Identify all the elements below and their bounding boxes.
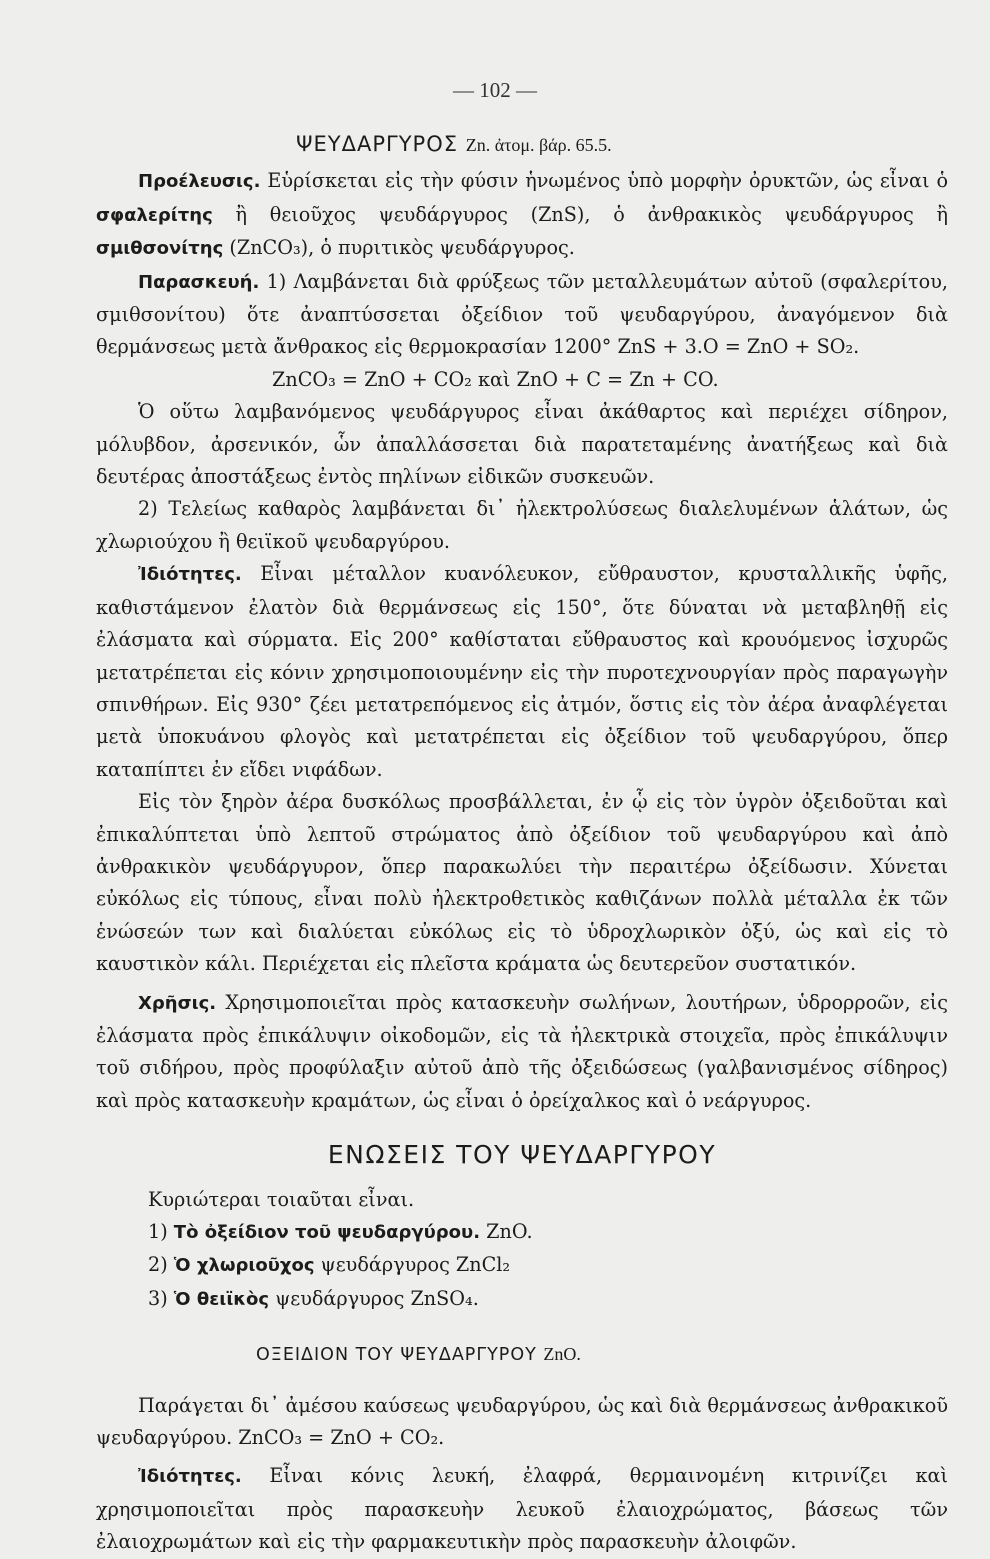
- uses-paragraph: [96, 987, 948, 1118]
- preparation-equation: ZnCO₃ = ZnO + CO₂ καὶ ZnO + C = Zn + CO.: [272, 367, 719, 391]
- uses-label: Χρῆσις.: [138, 992, 217, 1014]
- oxide-title-text: ΟΞΕΙΔΙΟΝ ΤΟΥ ΨΕΥΔΑΡΓΥΡΟΥ: [256, 1345, 537, 1366]
- sphalerite-term: σφαλερίτης: [96, 204, 213, 226]
- electrolysis-paragraph: 2) Τελείως καθαρὸς λαμβάνεται δι᾽ ἠλεκτρολύσεως διαλελυμένων ἁλάτων, ὡς χλωριούχου ἢ θειϊκοῦ ψευδαργύρου.: [96, 497, 948, 553]
- uses-text: Χρησιμοποιεῖται πρὸς κατασκευὴν σωλήνων, λουτήρων, ὑδρορροῶν, εἰς ἐλάσματα πρὸς ἐπικάλυψιν οἰκοδομῶν, εἰς τὰ ἠλεκτρικὰ στοιχεῖα, πρὸς ἐπικάλυψιν τοῦ σιδήρου, πρὸς προφύλαξιν αὐτοῦ ἀπὸ τῆς ὀξειδώσεως (γαλβανισμένος σίδηρος) καὶ πρὸς κατασκευὴν κραμάτων, ὡς εἶναι ὁ ὀρείχαλκος καὶ ὁ νεάργυρος.: [96, 990, 948, 1112]
- list-item-formula: ZnO.: [480, 1220, 533, 1243]
- element-heading: [296, 128, 948, 161]
- origin-text-2: ἢ θειοῦχος ψευδάργυρος (ZnS), ὁ ἀνθρακικὸς ψευδάργυρος ἢ: [212, 202, 948, 226]
- oxide-section-title: [256, 1338, 948, 1371]
- compounds-intro: Κυριώτεραι τοιαῦται εἶναι.: [148, 1187, 415, 1211]
- list-item-name: Ὁ θειϊκὸς: [173, 1288, 270, 1310]
- list-item: [148, 1216, 948, 1249]
- compounds-list: [96, 1216, 948, 1316]
- properties-label: Ἰδιότητες.: [138, 564, 242, 586]
- origin-label: Προέλευσις.: [138, 171, 261, 193]
- list-item-number: 3): [148, 1286, 174, 1310]
- list-item-number: 1): [148, 1220, 174, 1243]
- oxide-production-paragraph: Παράγεται δι᾽ ἀμέσου καύσεως ψευδαργύρου, ὡς καὶ διὰ θερμάνσεως ἀνθρακικοῦ ψευδαργύρου. ZnCO₃ = ZnO + CO₂.: [96, 1393, 948, 1450]
- properties-paragraph: [96, 558, 948, 786]
- oxide-properties-paragraph: [96, 1460, 948, 1558]
- preparation-paragraph: [96, 266, 948, 364]
- oxide-properties-text: Εἶναι κόνις λευκή, ἐλαφρά, θερμαινομένη κιτρινίζει καὶ χρησιμοποιεῖται πρὸς παρασκευὴν λευκοῦ ἐλαιοχρώματος, βάσεως τῶν ἐλαιοχρωμάτων καὶ εἰς τὴν φαρμακευτικὴν πρὸς παρασκευὴν ἀλοιφῶν.: [96, 1464, 948, 1554]
- list-item-name: Ὁ χλωριοῦχος: [173, 1255, 315, 1277]
- origin-text-3: (ZnCO₃), ὁ πυριτικὸς ψευδάργυρος.: [223, 236, 575, 260]
- element-atomic-weight: Zn. ἀτομ. βάρ. 65.5.: [465, 135, 612, 155]
- impurity-paragraph: Ὁ οὕτω λαμβανόμενος ψευδάργυρος εἶναι ἀκάθαρτος καὶ περιέχει σίδηρον, μόλυβδον, ἀρσενικόν, ὧν ἀπαλλάσσεται διὰ παρατεταμένης ἀνατήξεως καὶ διὰ δευτέρας ἀποστάξεως ἐντὸς πηλίνων εἰδικῶν συσκευῶν.: [96, 400, 948, 489]
- oxide-formula: ZnO.: [543, 1344, 581, 1365]
- preparation-text: 1) Λαμβάνεται διὰ φρύξεως τῶν μεταλλευμάτων αὐτοῦ (σφαλερίτου, σμιθσονίτου) ὅτε ἀναπτύσσεται ὀξείδιον τοῦ ψευδαργύρου, ἀναγόμενον διὰ θερμάνσεως μετὰ ἄνθρακος εἰς θερμοκρασίαν 1200° ZnS + 3.O = ZnO + SO₂.: [96, 269, 948, 359]
- origin-text-1: Εὑρίσκεται εἰς τὴν φύσιν ἡνωμένος ὑπὸ μορφὴν ὀρυκτῶν, ὡς εἶναι ὁ: [260, 169, 948, 193]
- air-behavior-paragraph: Εἰς τὸν ξηρὸν ἀέρα δυσκόλως προσβάλλεται, ἐν ᾧ εἰς τὸν ὑγρὸν ὀξειδοῦται καὶ ἐπικαλύπτεται ὑπὸ λεπτοῦ στρώματος ἀπὸ ὀξείδιον τοῦ ψευδαργύρου καὶ ἀπὸ ἀνθρακικὸν ψευδάργυρον, ὅπερ παρακωλύει τὴν περαιτέρω ὀξείδωσιν. Χύνεται εὐκόλως εἰς τύπους, εἶναι πολὺ ἠλεκτροθετικὸς καθιζάνων πολλὰ μέταλλα ἐκ τῶν ἑνώσεών των καὶ διαλύεται εὐκόλως εἰς τὸ ὑδροχλωρικὸν ὀξύ, ὡς καὶ εἰς τὸ καυστικὸν κάλι. Περιέχεται εἰς πλεῖστα κράματα ὡς δευτερεῦον συστατικόν.: [96, 790, 948, 976]
- oxide-properties-label: Ἰδιότητες.: [138, 1466, 242, 1488]
- page-body: [96, 128, 948, 1559]
- list-item: [148, 1249, 948, 1282]
- list-item-number: 2): [148, 1253, 174, 1277]
- page-number: — 102 —: [453, 78, 537, 102]
- list-item-name: Τὸ ὀξείδιον τοῦ ψευδαργύρου.: [173, 1222, 481, 1243]
- element-title: ΨΕΥΔΑΡΓΥΡΟΣ: [296, 132, 459, 156]
- origin-paragraph: [96, 165, 948, 265]
- preparation-label: Παρασκευή.: [138, 271, 260, 293]
- smithsonite-term: σμιθσονίτης: [96, 238, 224, 260]
- list-item-formula: ψευδάργυρος ZnSO₄.: [269, 1286, 479, 1310]
- properties-text: Εἶναι μέταλλον κυανόλευκον, εὔθραυστον, κρυσταλλικῆς ὑφῆς, καθιστάμενον ἐλατὸν διὰ θερμάνσεως εἰς 150°, ὅτε δύναται νὰ μεταβληθῇ εἰς ἐλάσματα καὶ σύρματα. Εἰς 200° καθίσταται εὔθραυστος καὶ κρουόμενος ἰσχυρῶς μετατρέπεται εἰς κόνιν χρησιμοποιουμένην εἰς τὴν πυροτεχνουργίαν πρὸς παραγωγὴν σπινθήρων. Εἰς 930° ζέει μετατρεπόμενος εἰς ἀτμόν, ὅστις εἰς τὸν ἀέρα ἀναφλέγεται μετὰ ὑποκυάνου φλογὸς καὶ μετατρέπεται εἰς ὀξείδιον τοῦ ψευδαργύρου, ὅπερ καταπίπτει ἐν εἴδει νιφάδων.: [96, 562, 948, 781]
- list-item: [148, 1283, 948, 1316]
- list-item-formula: ψευδάργυρος ZnCl₂: [314, 1253, 511, 1277]
- compounds-section-title: ΕΝΩΣΕΙΣ ΤΟΥ ΨΕΥΔΑΡΓΥΡΟΥ: [327, 1140, 717, 1170]
